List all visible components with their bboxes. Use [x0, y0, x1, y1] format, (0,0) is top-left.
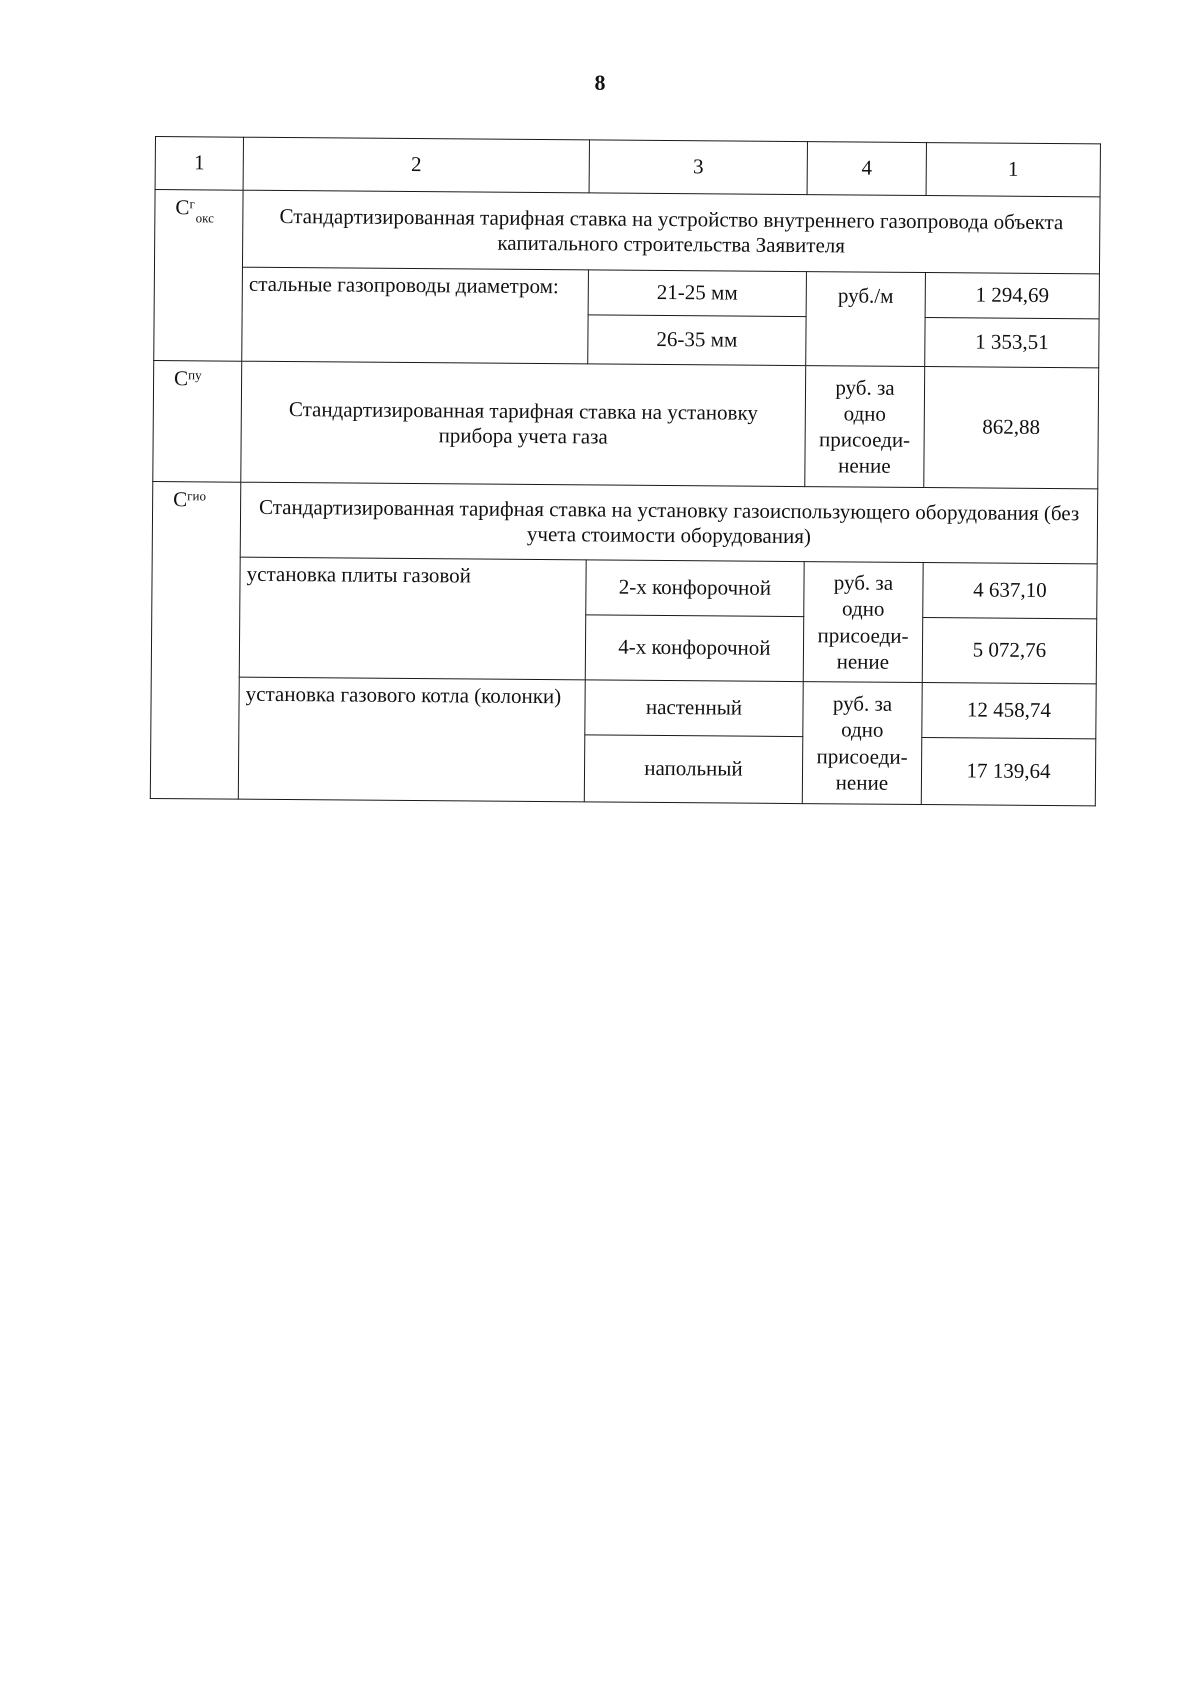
unit-cell: руб. за одно присоеди-нение — [802, 682, 922, 805]
param-cell: настенный — [585, 680, 803, 737]
rate-code: $С^{пу}$ — [153, 360, 242, 482]
rate-code: $С^{гио}$ — [150, 481, 241, 799]
value-cell: 5 072,76 — [922, 618, 1097, 684]
unit-cell: руб. за одно присоеди-нение — [803, 562, 923, 683]
table-row — [152, 556, 1097, 618]
value-cell: 862,88 — [924, 367, 1099, 489]
value-cell: 1 353,51 — [925, 318, 1099, 368]
value-cell: 12 458,74 — [922, 683, 1096, 739]
table-row — [154, 266, 1099, 318]
param-cell: 26-35 мм — [588, 315, 806, 366]
unit-cell: руб. за одно присоеди-нение — [805, 366, 925, 488]
page-number: 8 — [594, 70, 606, 95]
value-cell: 4 637,10 — [923, 563, 1097, 619]
item-label: установка газового котла (колонки) — [238, 677, 585, 802]
table-row — [151, 676, 1096, 738]
header-cell: 4 — [807, 142, 926, 196]
header-cell: 1 — [155, 137, 244, 191]
value-cell: 1 294,69 — [925, 273, 1099, 319]
header-cell: 2 — [243, 137, 589, 193]
table-header-row — [155, 137, 1100, 197]
param-cell: 4-х конфорочной — [585, 615, 804, 682]
rate-code: $С^г_{окс}$ — [154, 190, 243, 362]
item-label: установка плиты газовой — [239, 557, 586, 680]
header-cell: 1 — [926, 143, 1100, 197]
item-label: стальные газопроводы диаметром: — [242, 267, 589, 364]
table-row — [153, 360, 1099, 488]
section-title: Стандартизированная тарифная ставка на установку прибора учета газа — [241, 361, 806, 486]
unit-cell: руб./м — [806, 272, 926, 367]
header-cell: 3 — [589, 140, 807, 195]
param-cell: напольный — [584, 735, 803, 804]
param-cell: 2-х конфорочной — [586, 560, 804, 617]
section-title: Стандартизированная тарифная ставка на устройство внутреннего газопровода объекта капитального строительства Заявителя — [243, 190, 1100, 274]
param-cell: 21-25 мм — [588, 270, 806, 317]
section-title: Стандартизированная тарифная ставка на установку газоиспользующего оборудования (без учета стоимости оборудования) — [240, 482, 1097, 564]
table-row — [152, 481, 1098, 563]
value-cell: 17 139,64 — [921, 738, 1096, 806]
tariff-table — [150, 136, 1101, 806]
table-row — [154, 190, 1100, 274]
